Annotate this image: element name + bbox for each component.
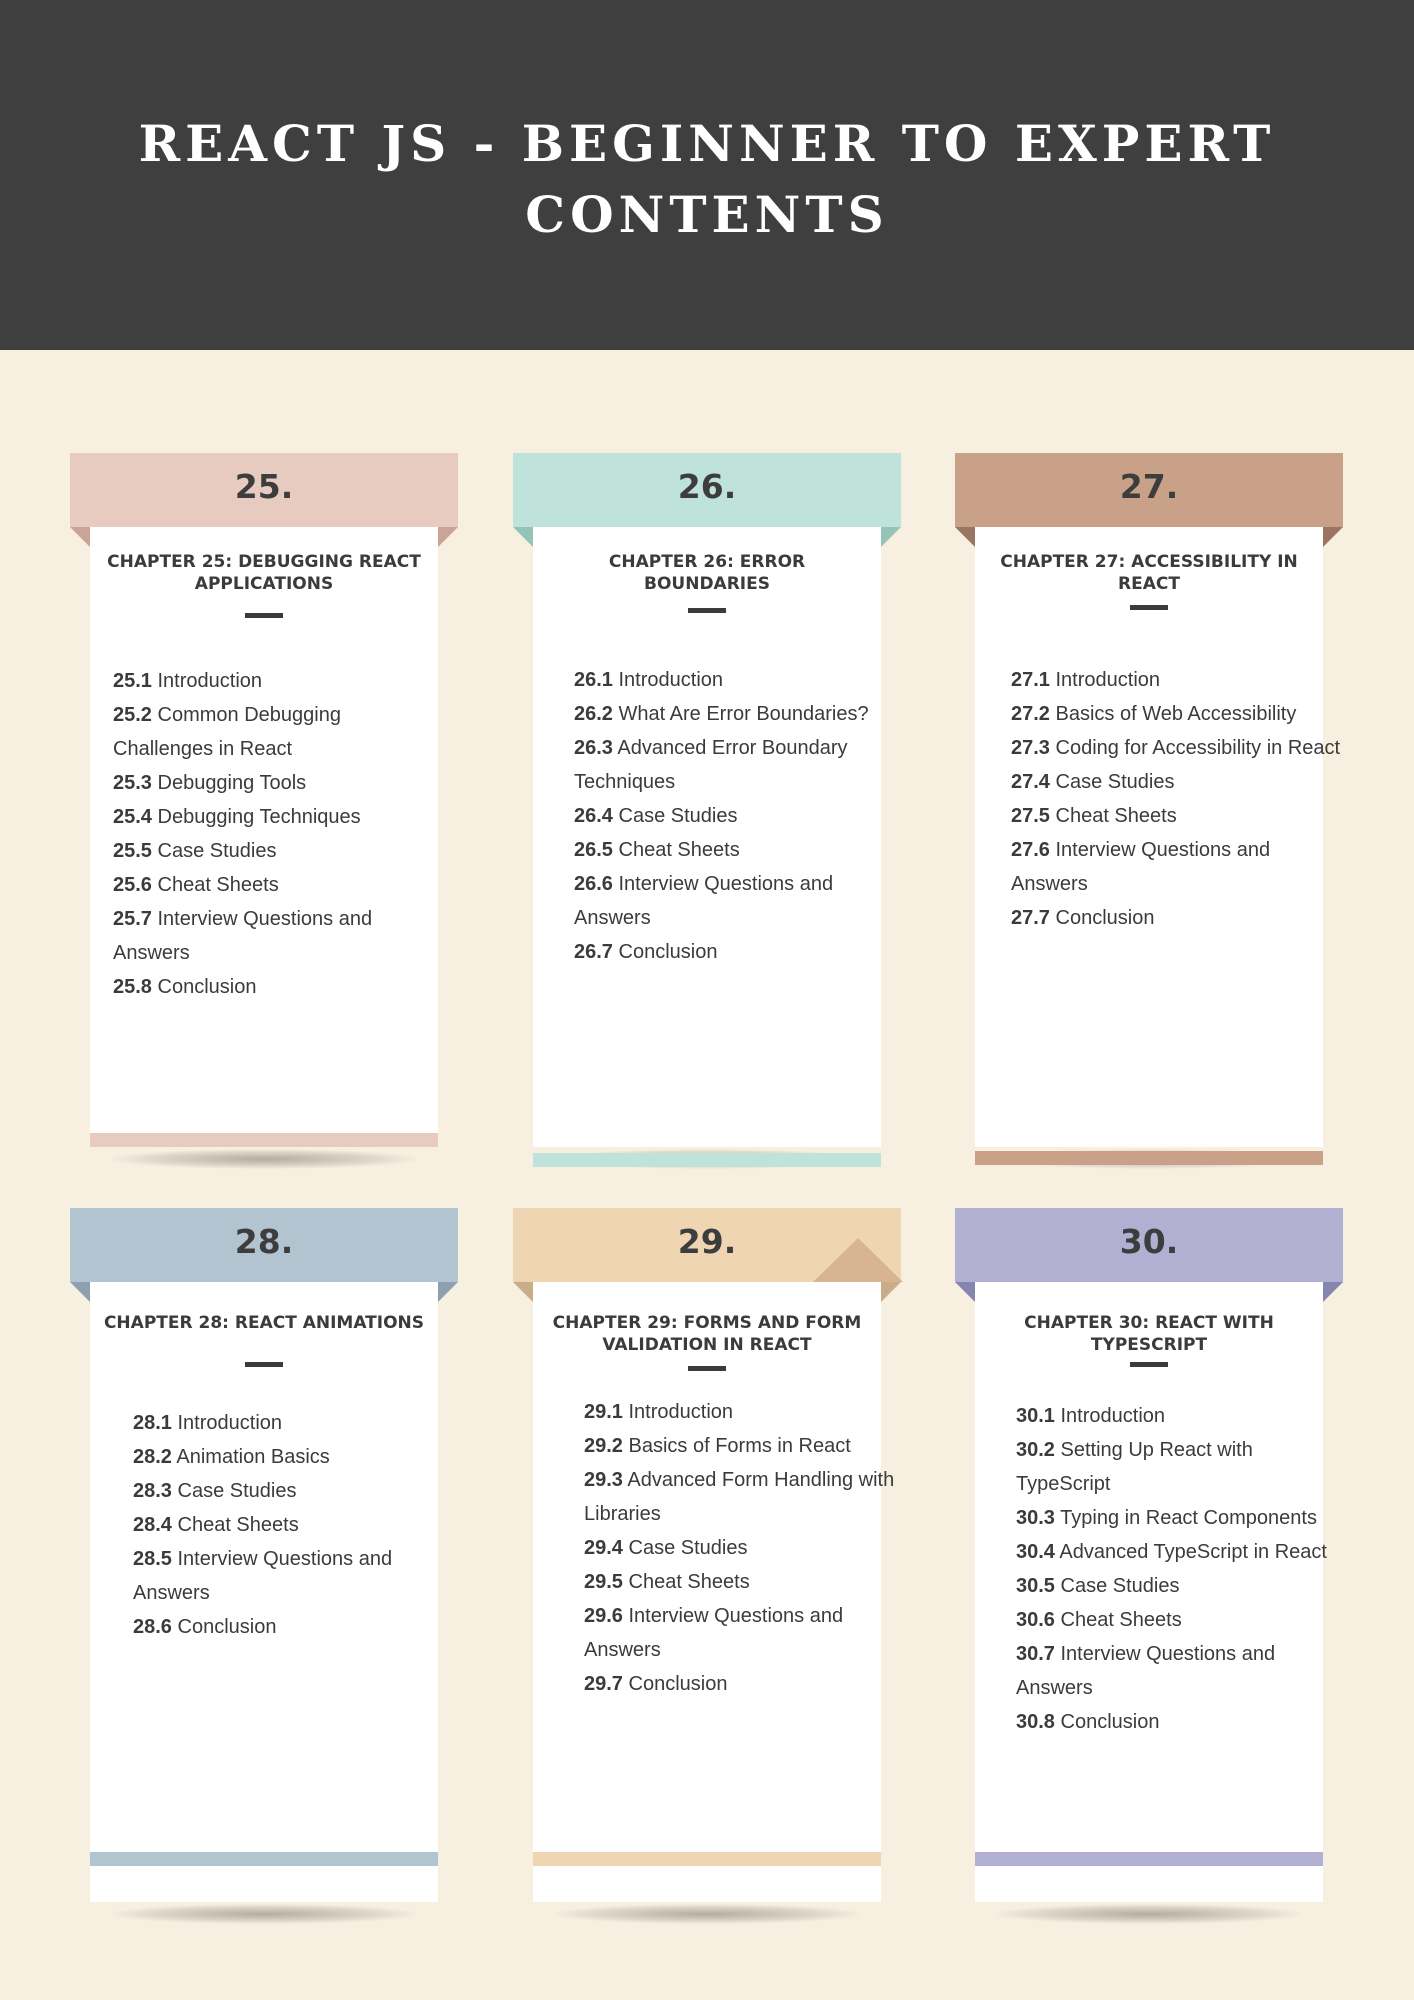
section-item (584, 1565, 914, 1599)
section-number: 27.2 (1011, 703, 1050, 725)
chapter-title: CHAPTER 30: REACT WITH TYPESCRIPT (1024, 1313, 1274, 1355)
section-title: Conclusion (177, 1616, 277, 1638)
section-item (574, 663, 904, 697)
chapter-panel (90, 527, 438, 1147)
chapter-number: 25. (234, 467, 294, 506)
banner-fold-right (438, 527, 458, 547)
section-title: Introduction (628, 1401, 734, 1423)
section-number: 29.1 (584, 1401, 623, 1423)
section-list (113, 664, 443, 1004)
banner-fold-left (955, 527, 975, 547)
section-item (574, 731, 904, 799)
section-title: Interview Questions and Answers (133, 1548, 393, 1604)
section-item (113, 766, 443, 800)
section-title: Introduction (1060, 1405, 1166, 1427)
chapter-title: CHAPTER 28: REACT ANIMATIONS (103, 1313, 425, 1333)
section-item (113, 868, 443, 902)
section-title: Debugging Tools (157, 772, 307, 794)
section-item (1011, 799, 1341, 833)
section-title: Case Studies (618, 805, 738, 827)
section-number: 29.7 (584, 1673, 623, 1695)
page-title-line-1: REACT JS - BEGINNER TO EXPERT (138, 114, 1276, 173)
section-item (1011, 765, 1341, 799)
section-number: 26.2 (574, 703, 613, 725)
chapter-card-30 (955, 1208, 1343, 1938)
section-item (113, 834, 443, 868)
section-item (133, 1542, 463, 1610)
section-number: 26.7 (574, 941, 613, 963)
section-title: Cheat Sheets (628, 1571, 750, 1593)
section-number: 27.6 (1011, 839, 1050, 861)
title-divider (688, 608, 726, 613)
chapter-card-28 (70, 1208, 458, 1938)
section-item (133, 1508, 463, 1542)
section-item (1016, 1433, 1346, 1501)
section-number: 30.2 (1016, 1439, 1055, 1461)
banner-fold-left (955, 1282, 975, 1302)
section-item (113, 800, 443, 834)
section-item (133, 1406, 463, 1440)
section-number: 30.5 (1016, 1575, 1055, 1597)
chapter-number: 30. (1119, 1222, 1179, 1261)
chapter-banner (70, 453, 458, 527)
section-number: 30.1 (1016, 1405, 1055, 1427)
section-list (133, 1406, 463, 1644)
section-item (574, 867, 904, 935)
chapter-banner (513, 453, 901, 527)
section-item (133, 1474, 463, 1508)
section-title: Introduction (1055, 669, 1161, 691)
section-title: Cheat Sheets (1055, 805, 1177, 827)
section-title: Debugging Techniques (157, 806, 361, 828)
page-title-line-2: CONTENTS (525, 185, 889, 244)
chapter-number: 27. (1119, 467, 1179, 506)
section-item (1011, 901, 1341, 935)
card-bottom-strip (533, 1153, 881, 1167)
section-number: 30.7 (1016, 1643, 1055, 1665)
section-title: Cheat Sheets (177, 1514, 299, 1536)
chapter-panel (533, 527, 881, 1147)
chapter-card-25 (70, 453, 458, 1183)
section-title: Case Studies (1060, 1575, 1180, 1597)
section-number: 25.7 (113, 908, 152, 930)
chapter-card-27 (955, 453, 1343, 1183)
section-number: 25.6 (113, 874, 152, 896)
banner-fold-left (513, 527, 533, 547)
chapter-number: 26. (677, 467, 737, 506)
section-number: 29.5 (584, 1571, 623, 1593)
section-item (584, 1463, 914, 1531)
section-title: Introduction (618, 669, 724, 691)
section-item (1011, 731, 1341, 765)
page-header (0, 0, 1414, 350)
section-number: 25.3 (113, 772, 152, 794)
section-number: 27.3 (1011, 737, 1050, 759)
section-number: 26.4 (574, 805, 613, 827)
section-title: Advanced Error Boundary Techniques (574, 737, 848, 793)
section-number: 25.1 (113, 670, 152, 692)
banner-fold-left (70, 527, 90, 547)
chapter-panel (90, 1282, 438, 1902)
section-item (1016, 1535, 1346, 1569)
banner-fold-right (1323, 527, 1343, 547)
section-number: 26.6 (574, 873, 613, 895)
chapter-panel (533, 1282, 895, 1902)
section-title: Basics of Web Accessibility (1055, 703, 1297, 725)
section-title: Coding for Accessibility in React (1055, 737, 1341, 759)
section-item (1011, 833, 1341, 901)
section-item (1016, 1569, 1346, 1603)
section-number: 27.5 (1011, 805, 1050, 827)
card-bottom-strip (533, 1852, 881, 1866)
banner-fold-right (1323, 1282, 1343, 1302)
section-number: 27.4 (1011, 771, 1050, 793)
chapter-banner (513, 1208, 901, 1282)
chapter-title: CHAPTER 29: FORMS AND FORM VALIDATION IN REACT (552, 1313, 862, 1355)
card-bottom-strip (975, 1151, 1323, 1165)
section-title: Advanced TypeScript in React (1059, 1541, 1327, 1563)
section-title: Conclusion (1055, 907, 1155, 929)
section-list (1011, 663, 1341, 935)
section-number: 28.3 (133, 1480, 172, 1502)
chapter-panel (975, 1282, 1327, 1902)
section-item (1016, 1603, 1346, 1637)
section-item (113, 902, 443, 970)
section-number: 25.4 (113, 806, 152, 828)
section-item (584, 1599, 914, 1667)
section-title: Cheat Sheets (618, 839, 740, 861)
section-item (574, 697, 904, 731)
section-number: 29.2 (584, 1435, 623, 1457)
section-number: 30.3 (1016, 1507, 1055, 1529)
section-title: Basics of Forms in React (628, 1435, 851, 1457)
card-bottom-strip (90, 1852, 438, 1866)
section-title: Cheat Sheets (157, 874, 279, 896)
section-number: 25.8 (113, 976, 152, 998)
title-divider (688, 1366, 726, 1371)
title-divider (245, 613, 283, 618)
section-title: Interview Questions and Answers (1011, 839, 1271, 895)
section-number: 28.6 (133, 1616, 172, 1638)
section-number: 27.7 (1011, 907, 1050, 929)
section-title: Interview Questions and Answers (574, 873, 834, 929)
section-title: Case Studies (628, 1537, 748, 1559)
section-title: Case Studies (177, 1480, 297, 1502)
card-shadow (110, 1149, 418, 1169)
section-number: 30.4 (1016, 1541, 1055, 1563)
section-item (584, 1531, 914, 1565)
section-number: 28.2 (133, 1446, 172, 1468)
chapter-title: CHAPTER 25: DEBUGGING REACT APPLICATIONS (107, 552, 421, 594)
section-item (574, 799, 904, 833)
section-title: What Are Error Boundaries? (618, 703, 869, 725)
chapter-card-26 (513, 453, 901, 1183)
section-number: 29.6 (584, 1605, 623, 1627)
chapter-banner (955, 453, 1343, 527)
section-item (1011, 663, 1341, 697)
card-bottom-strip (90, 1133, 438, 1147)
section-item (113, 698, 443, 766)
section-title: Animation Basics (176, 1446, 330, 1468)
section-item (1016, 1637, 1346, 1705)
chapter-banner (70, 1208, 458, 1282)
page-title (0, 108, 1414, 250)
section-title: Cheat Sheets (1060, 1609, 1182, 1631)
section-title: Common Debugging Challenges in React (113, 704, 341, 760)
section-title: Conclusion (628, 1673, 728, 1695)
section-number: 28.5 (133, 1548, 172, 1570)
section-item (1016, 1501, 1346, 1535)
section-item (133, 1610, 463, 1644)
section-title: Introduction (177, 1412, 283, 1434)
section-item (1011, 697, 1341, 731)
section-number: 27.1 (1011, 669, 1050, 691)
chapter-card-29 (513, 1208, 901, 1938)
section-title: Case Studies (1055, 771, 1175, 793)
section-item (113, 664, 443, 698)
section-number: 26.5 (574, 839, 613, 861)
section-item (574, 833, 904, 867)
section-item (1016, 1705, 1346, 1739)
section-item (584, 1429, 914, 1463)
banner-fold-right (881, 527, 901, 547)
section-title: Typing in React Components (1060, 1507, 1317, 1529)
section-title: Interview Questions and Answers (584, 1605, 844, 1661)
section-number: 26.1 (574, 669, 613, 691)
banner-fold-right (438, 1282, 458, 1302)
banner-fold-left (513, 1282, 533, 1302)
chapter-title: CHAPTER 26: ERROR BOUNDARIES (608, 552, 806, 594)
section-list (584, 1395, 914, 1701)
chapter-banner (955, 1208, 1343, 1282)
section-title: Introduction (157, 670, 263, 692)
section-item (113, 970, 443, 1004)
section-number: 25.2 (113, 704, 152, 726)
section-item (133, 1440, 463, 1474)
chapter-number: 28. (234, 1222, 294, 1261)
banner-fold-left (70, 1282, 90, 1302)
card-shadow (110, 1904, 418, 1924)
section-item (1016, 1399, 1346, 1433)
section-list (1016, 1399, 1346, 1739)
section-title: Conclusion (1060, 1711, 1160, 1733)
banner-corner-decoration (813, 1238, 903, 1282)
section-number: 28.1 (133, 1412, 172, 1434)
section-list (574, 663, 904, 969)
section-number: 28.4 (133, 1514, 172, 1536)
title-divider (1130, 1362, 1168, 1367)
section-title: Conclusion (157, 976, 257, 998)
section-number: 30.8 (1016, 1711, 1055, 1733)
section-title: Advanced Form Handling with Libraries (584, 1469, 895, 1525)
section-item (574, 935, 904, 969)
section-item (584, 1667, 914, 1701)
section-title: Setting Up React with TypeScript (1016, 1439, 1253, 1495)
section-title: Interview Questions and Answers (1016, 1643, 1276, 1699)
section-number: 29.3 (584, 1469, 623, 1491)
card-bottom-strip (975, 1852, 1323, 1866)
banner-fold-right (881, 1282, 901, 1302)
chapter-number: 29. (677, 1222, 737, 1261)
chapter-panel (975, 527, 1341, 1147)
title-divider (245, 1362, 283, 1367)
section-item (584, 1395, 914, 1429)
section-title: Interview Questions and Answers (113, 908, 373, 964)
chapter-title: CHAPTER 27: ACCESSIBILITY IN REACT (1000, 552, 1298, 594)
section-number: 30.6 (1016, 1609, 1055, 1631)
section-number: 29.4 (584, 1537, 623, 1559)
section-number: 26.3 (574, 737, 613, 759)
card-shadow (553, 1904, 861, 1924)
title-divider (1130, 605, 1168, 610)
card-shadow (995, 1904, 1303, 1924)
section-title: Conclusion (618, 941, 718, 963)
section-title: Case Studies (157, 840, 277, 862)
section-number: 25.5 (113, 840, 152, 862)
